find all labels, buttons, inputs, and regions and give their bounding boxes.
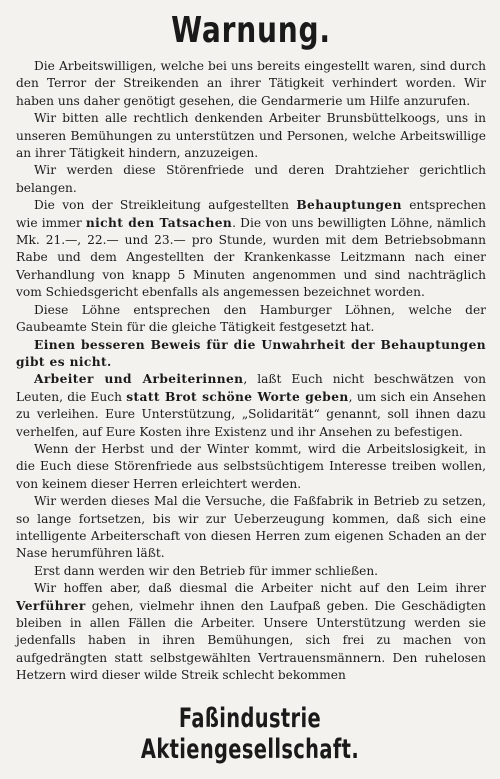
paragraph-text: , laßt Euch nicht beschwätzen von Leuten, die Euch bbox=[16, 372, 486, 404]
paragraph-text: Wir werden dieses Mal die Versuche, die Faßfabrik in Betrieb zu setzen, so lange fortsetzen, bis wir zur Ueberzeugung kommen, daß sich eine intelligente Arbeiterschaft von diesen Herren zum eigenen Schaden an der Nase herumführen läßt. bbox=[16, 494, 486, 561]
emphasized-text: Einen besseren Beweis für die Unwahrheit der Behauptungen gibt es nicht. bbox=[16, 337, 486, 369]
emphasized-text: Arbeiter und Arbeiterinnen bbox=[34, 372, 244, 387]
emphasized-text: Behauptungen bbox=[296, 198, 402, 213]
paragraph bbox=[16, 441, 486, 493]
notice-title: Warnung. bbox=[171, 10, 331, 51]
paragraph bbox=[16, 493, 486, 563]
paragraph-text: Diese Löhne entsprechen den Hamburger Löhnen, welche der Gaubeamte Stein für die gleiche Tätigkeit festgesetzt hat. bbox=[16, 302, 486, 335]
paragraph-text: Wenn der Herbst und der Winter kommt, wird die Arbeitslosigkeit, in die Euch diese Störenfriede aus selbstsüchtigem Interesse treiben wollen, von keinem dieser Herren erleichtert werden. bbox=[16, 441, 486, 491]
emphasized-text: statt Brot schöne Worte geben bbox=[126, 389, 349, 404]
paragraph-text: Die Arbeitswilligen, welche bei uns bereits eingestellt waren, sind durch den Terror der Streikenden an ihrer Tätigkeit verhindert worden. Wir haben uns daher genötigt gesehen, die Gendarmerie um Hilfe anzurufen. bbox=[16, 59, 486, 108]
paragraph-text: Erst dann werden wir den Betrieb für immer schließen. bbox=[34, 563, 379, 578]
paragraph-text: Wir werden diese Störenfriede und deren Drahtzieher gerichtlich belangen. bbox=[16, 163, 486, 195]
paragraph bbox=[16, 58, 486, 110]
paragraph-text: Die von der Streikleitung aufgestellten bbox=[34, 198, 297, 213]
paragraph bbox=[16, 110, 486, 162]
emphasized-text: Verführer bbox=[16, 598, 86, 613]
company-signature: Faßindustrie Aktiengesellschaft. bbox=[140, 703, 360, 765]
paragraph-text: gehen, vielmehr ihnen den Laufpaß geben. Die Geschädigten bleiben in allen Fällen die Arbeiter. Unsere Unterstützung werden sie jedenfalls haben in ihren Bemühungen, sich frei zu machen von aufgedrängten statt selbstgewählten Vertrauensmännern. Den ruhelosen Hetzern wird dieser wilde Streik schlecht bekommen bbox=[16, 598, 486, 683]
paragraph-text: . Die von uns bewilligten Löhne, nämlich Mk. 21.—, 22.— und 23.— pro Stunde, wurden mit dem Betriebsobmann Rabe und dem Angestellten der Krankenkasse Leitzmann nach einer Verhandlung von knapp 5 Minuten angenommen und sind nachträglich vom Schiedsgericht ebenfalls als angemessen bezeichnet worden. bbox=[16, 215, 486, 300]
emphasized-text: nicht den Tatsachen bbox=[85, 215, 233, 230]
paragraph bbox=[16, 371, 486, 441]
paragraph-text: , um sich ein Ansehen zu verleihen. Eure Unterstützung, „Solidarität“ genannt, soll ihnen dazu verhelfen, auf Eure Kosten ihre Existenz und ihr Ansehen zu befestigen. bbox=[16, 389, 486, 439]
paragraph bbox=[16, 580, 486, 684]
paragraph bbox=[16, 563, 486, 580]
paragraph-text: Wir hoffen aber, daß diesmal die Arbeiter nicht auf den Leim ihrer bbox=[34, 581, 486, 596]
paragraph bbox=[16, 162, 486, 197]
paragraph-text: entsprechen wie immer bbox=[16, 198, 486, 230]
notice-body bbox=[16, 58, 486, 685]
paragraph bbox=[16, 197, 486, 301]
paragraph bbox=[16, 337, 486, 372]
paragraph bbox=[16, 302, 486, 337]
paragraph-text: Wir bitten alle rechtlich denkenden Arbeiter Brunsbüttelkoogs, uns in unseren Bemühungen zu unterstützen und Personen, welche Arbeitswillige an ihrer Tätigkeit hindern, anzuzeigen. bbox=[16, 111, 486, 161]
